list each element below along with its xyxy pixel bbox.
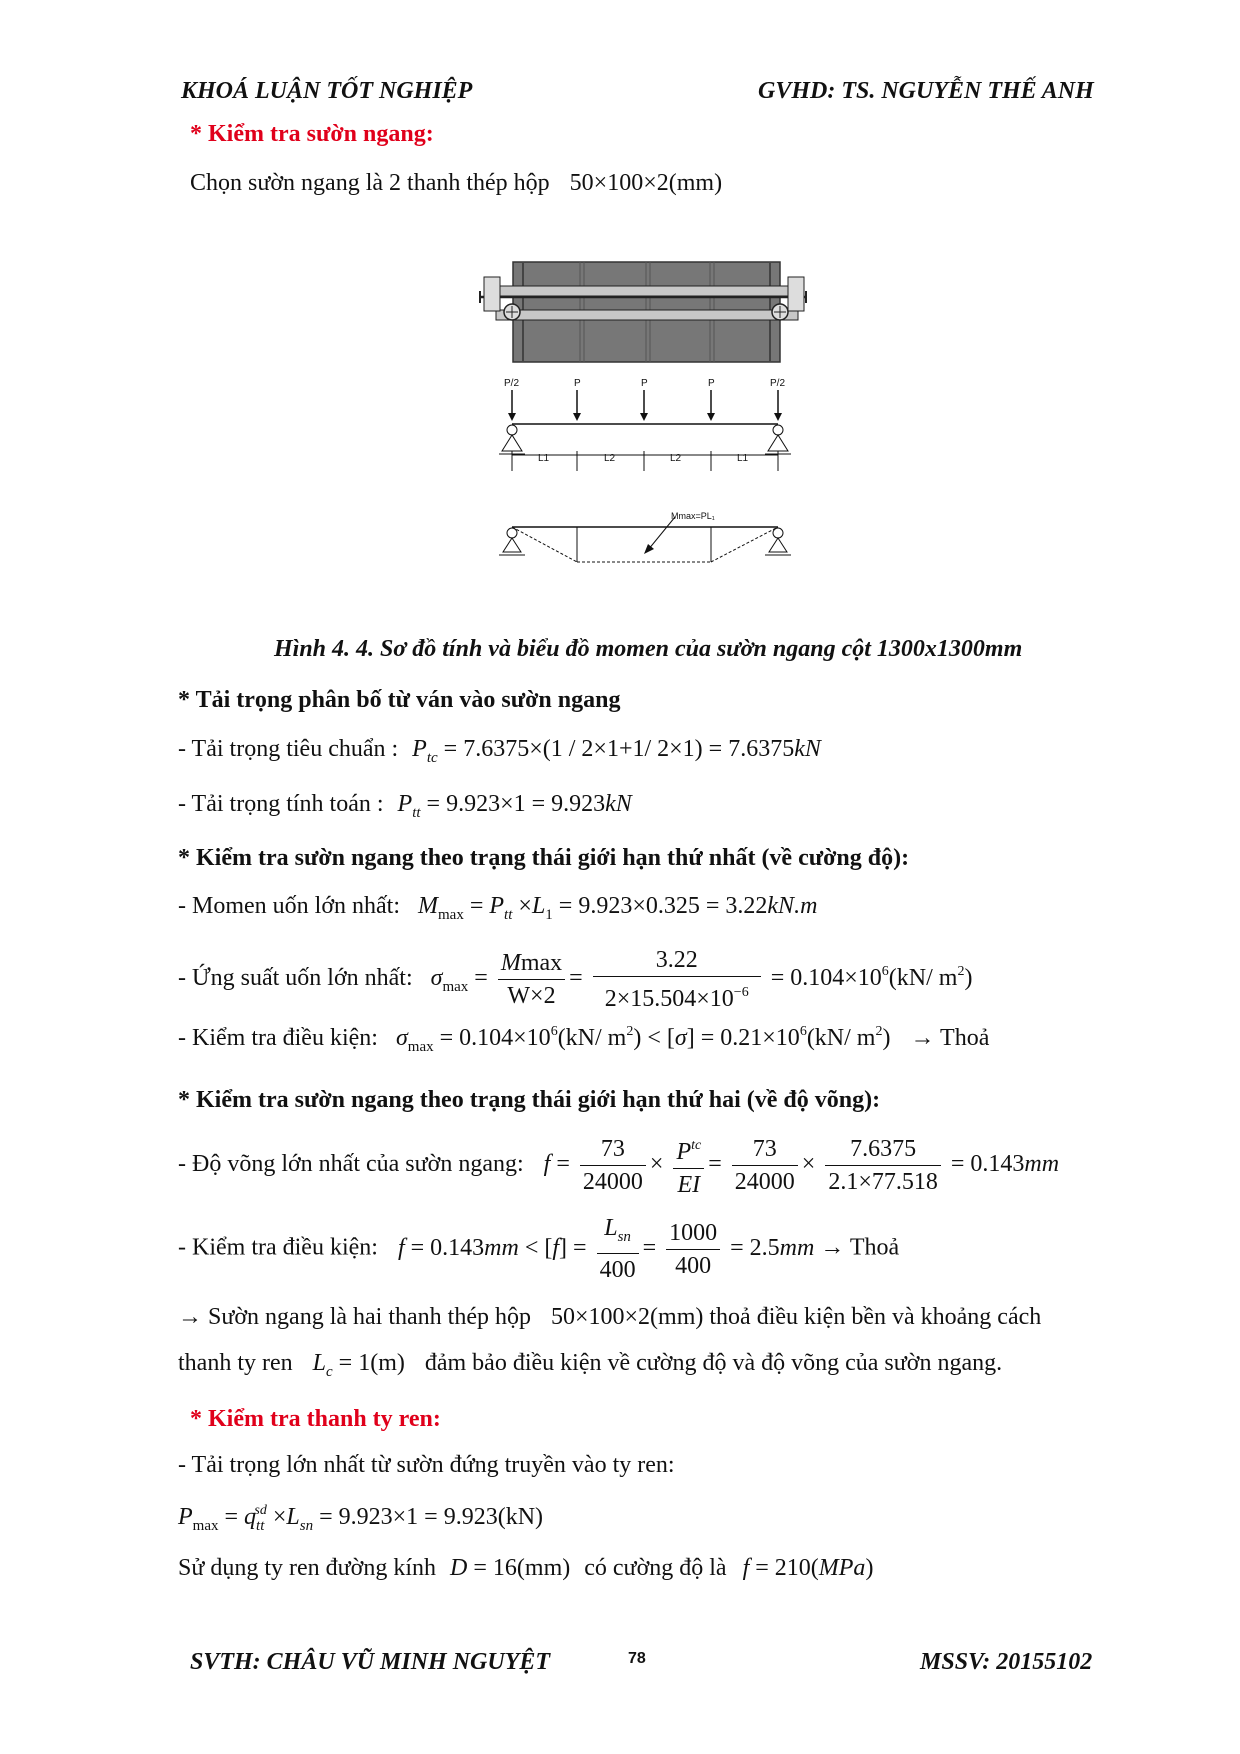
deflection-check-line: - Kiểm tra điều kiện: f = 0.143mm < [f] = $\frac{L_{sn}}{400}$ = $\frac{1000}{400}$ = 2.5mm → Thoả xyxy=(178,1212,899,1286)
intro-text: Chọn sườn ngang là 2 thanh thép hộp xyxy=(190,170,550,196)
tierod-heading: * Kiểm tra thanh ty ren: xyxy=(190,1406,441,1432)
defl-frac1-den: 24000 xyxy=(582,1169,643,1195)
footer-right: MSSV: 20155102 xyxy=(920,1649,1093,1675)
deflection-label: - Độ võng lớn nhất của sườn ngang: xyxy=(178,1151,524,1178)
moment-diagram xyxy=(499,511,791,562)
tierod-use-b: có cường độ là xyxy=(584,1555,727,1581)
conclusion-line-1 xyxy=(178,1304,1041,1331)
tierod-eq: = 9.923×1 = 9.923(kN) xyxy=(319,1504,544,1530)
header-right: GVHD: TS. NGUYỄN THẾ ANH xyxy=(758,78,1094,104)
header-left: KHOÁ LUẬN TỐT NGHIỆP xyxy=(181,78,473,104)
defl-frac1-num: 73 xyxy=(580,1133,646,1166)
standard-load-line: - Tải trọng tiêu chuẩn : $P_{tc} = 7.6375\times(1 / 2\times 1+1/$ 2×1) = 7.6375kN xyxy=(178,736,821,766)
defl-limit-den2: 400 xyxy=(675,1252,712,1279)
strength-check-allow: = 0.21×10 xyxy=(700,1025,800,1051)
page-number: 78 xyxy=(628,1650,646,1667)
calc-load-eq: = 9.923×1 = 9.923 xyxy=(426,791,606,817)
conclusion-line-2: thanh ty ren $L_c = 1(m)$ đảm bảo điều kiện về cường độ và độ võng của sườn ngang. xyxy=(178,1350,1003,1380)
load-label-3: P xyxy=(641,378,648,389)
standard-load-label: - Tải trọng tiêu chuẩn : xyxy=(178,736,399,762)
tierod-intro: - Tải trọng lớn nhất từ sườn đứng truyền vào ty ren: xyxy=(178,1452,675,1478)
span-label-4: L1 xyxy=(737,453,749,464)
deflection-result: = 0.143 xyxy=(950,1151,1025,1178)
intro-line xyxy=(190,170,722,197)
load-label-4: P xyxy=(708,378,715,389)
stress-result: = 0.104×10 xyxy=(770,965,882,992)
stress-label: - Ứng suất uốn lớn nhất: xyxy=(178,965,413,992)
tierod-use-line: Sử dụng ty ren đường kính D = 16(mm) có cường độ là f = 210(MPa) xyxy=(178,1555,874,1581)
defl-limit-den: 400 xyxy=(599,1257,636,1283)
calc-load-label: - Tải trọng tính toán : xyxy=(178,791,384,817)
stress-num: 3.22 xyxy=(593,944,761,977)
defl-frac3-num: 73 xyxy=(732,1133,798,1166)
moment-label: Mmax=PL₁ xyxy=(671,511,715,521)
strength-heading: * Kiểm tra sườn ngang theo trạng thái giới hạn thứ nhất (về cường độ): xyxy=(178,845,910,871)
figure-caption: Hình 4. 4. Sơ đồ tính và biểu đồ momen của sườn ngang cột 1300x1300mm xyxy=(274,636,1023,662)
conclusion-1b: thoả điều kiện bền và khoảng cách xyxy=(709,1304,1042,1330)
calc-load-line: - Tải trọng tính toán : $P_{tt} = 9.923\times 1 = 9.923kN$ xyxy=(178,791,632,821)
footer-left: SVTH: CHÂU VŨ MINH NGUYỆT xyxy=(190,1649,551,1675)
load-label-5: P/2 xyxy=(770,378,786,389)
standard-load-eq: = 7.6375×(1 / 2×1+1/ 2×1) = 7.6375 xyxy=(443,736,795,762)
intro-math: 50×100×2(mm) xyxy=(569,170,723,196)
formwork-plan xyxy=(480,262,806,362)
defl-limit-num2: 1000 xyxy=(666,1217,720,1250)
tierod-use-a: Sử dụng ty ren đường kính xyxy=(178,1555,437,1581)
deflection-heading: * Kiểm tra sườn ngang theo trạng thái giới hạn thứ hai (về độ võng): xyxy=(178,1087,881,1113)
conclusion-1a: → Sườn ngang là hai thanh thép hộp xyxy=(178,1304,531,1330)
loads-heading: * Tải trọng phân bố từ ván vào sườn ngang xyxy=(178,687,621,713)
load-arrows xyxy=(508,390,782,421)
span-label-2: L2 xyxy=(604,453,616,464)
defl-frac3-den: 24000 xyxy=(734,1169,795,1195)
stress-den: 2×15.504×10 xyxy=(604,986,734,1012)
span-label-3: L2 xyxy=(670,453,682,464)
deflection-check-label: - Kiểm tra điều kiện: xyxy=(178,1234,378,1261)
deflection-check-ok: → Thoả xyxy=(820,1234,900,1261)
deflection-check-result: = 2.5 xyxy=(730,1234,780,1261)
section-heading-ribs: * Kiểm tra sườn ngang: xyxy=(190,121,434,147)
deflection-check-val: = 0.143 xyxy=(410,1234,485,1261)
moment-line: - Momen uốn lớn nhất: $M_{max} = P_{tt} \times L_1 = 9.923\times 0.325 = 3.22kN.m$ xyxy=(178,893,818,923)
conclusion-2b: đảm bảo điều kiện về cường độ và độ võng của sườn ngang. xyxy=(424,1350,1003,1376)
strength-check-eq: = 0.104×10 xyxy=(439,1025,551,1051)
moment-label-text: - Momen uốn lớn nhất: xyxy=(178,893,400,919)
strength-check-line: - Kiểm tra điều kiện: $\sigma_{max} = 0.104\times 10^6(kN/$ $m^2) < [\sigma] = 0.21\times 10^6(kN/$ $m^2$) → Thoả xyxy=(178,1024,990,1055)
strength-check-result: → Thoả xyxy=(910,1025,990,1051)
load-label-2: P xyxy=(574,378,581,389)
deflection-line: - Độ võng lớn nhất của sườn ngang: f = $\frac{73}{24000}$ × $\frac{P^{tc}}{EI}$ = $\frac{73}{24000}$ × $\frac{7.6375}{2.1\times 77.518}$ = 0.143mm xyxy=(178,1130,1059,1201)
moment-eq: = 9.923×0.325 = 3.22 xyxy=(558,893,768,919)
conclusion-math: 50×100×2(mm) xyxy=(550,1304,704,1330)
conclusion-2a: thanh ty ren xyxy=(178,1350,293,1376)
load-label-1: P/2 xyxy=(504,378,520,389)
stress-line: - Ứng suất uốn lớn nhất: $\sigma_{max}$ = $\frac{Mmax}{W\times 2}$ = $\frac{3.22}{2\times 15.504\times 10^{-6}}$ = $0.104\times 10^6(kN/$ $m^2$) xyxy=(178,944,972,1015)
structural-diagram xyxy=(470,255,820,575)
defl-frac4-num: 7.6375 xyxy=(825,1133,941,1166)
strength-check-label: - Kiểm tra điều kiện: xyxy=(178,1025,378,1051)
span-label-1: L1 xyxy=(538,453,550,464)
defl-frac4-den: 2.1×77.518 xyxy=(828,1169,938,1195)
tierod-eq-line: $P_{max} = q_{tt}^{sd} \times L_{sn} = 9.923\times 1 = 9.923(kN)$ xyxy=(178,1503,544,1534)
